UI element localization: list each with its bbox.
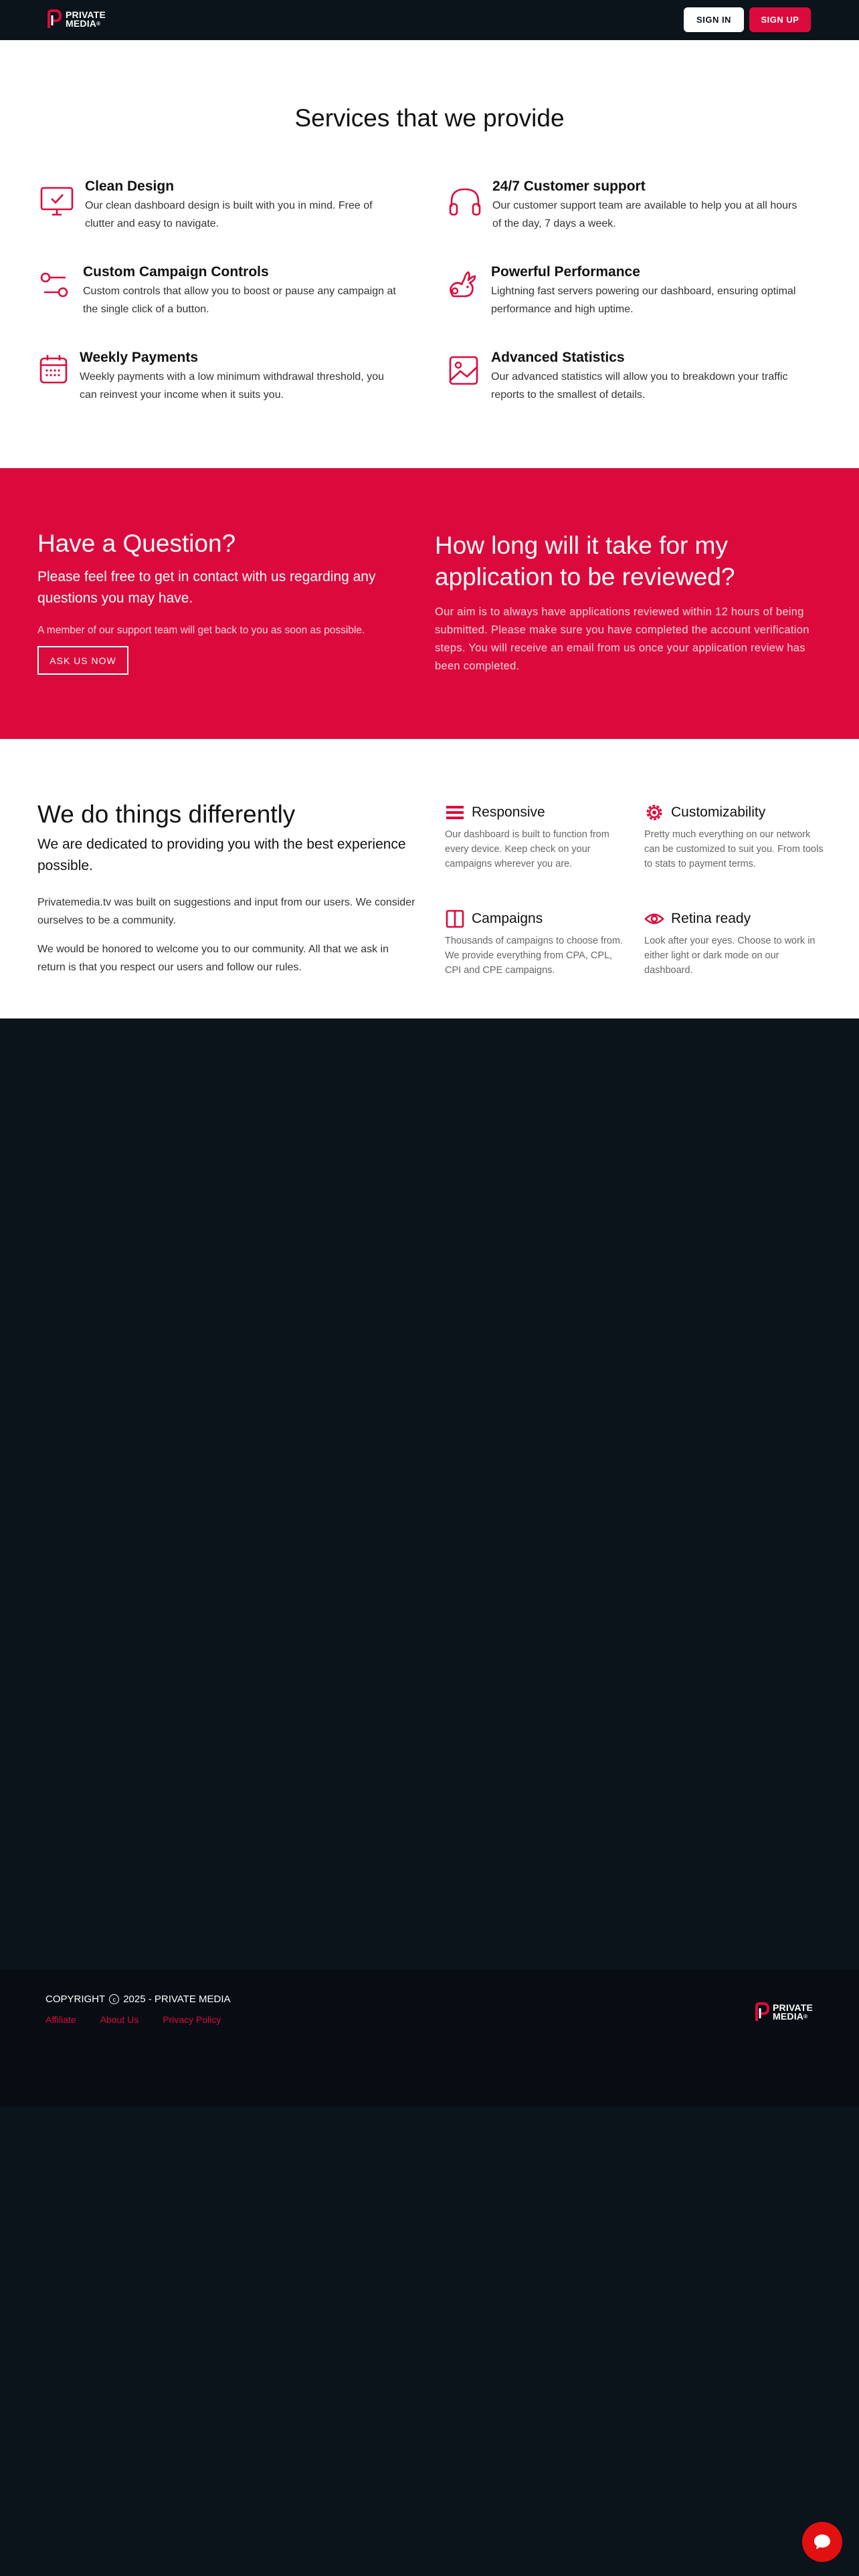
toggle-controls-icon [37,268,74,304]
service-campaign-controls [37,264,399,318]
copyright-suffix: 2025 - PRIVATE MEDIA [123,1994,231,2005]
image-icon [447,354,483,390]
service-desc: Custom controls that allow you to boost or pause any campaign at the single click of a button. [83,286,396,315]
logo-line2: MEDIA [66,18,97,29]
calendar-icon [37,352,74,389]
service-clean-design [37,179,399,232]
copyright [45,1994,231,2005]
copyright-prefix: COPYRIGHT [45,1994,106,2005]
feature-retina-ready [644,907,832,978]
feature-campaigns [445,907,632,978]
footer-link-about-us[interactable]: About Us [100,2014,139,2025]
contact-section [0,468,859,739]
service-desc: Our advanced statistics will allow you to breakdown your traffic reports to the smallest of details. [491,371,788,401]
feature-title: Responsive [472,804,545,820]
footer-logo-line1: PRIVATE [773,2002,813,2013]
signin-button[interactable]: SIGN IN [684,7,744,32]
service-desc: Our clean dashboard design is built with you in mind. Free of clutter and easy to navigate. [85,200,373,229]
feature-title: Customizability [671,804,766,820]
logo[interactable] [47,9,106,29]
footer-logo-reg: ® [803,2014,808,2020]
footer-link-privacy-policy[interactable]: Privacy Policy [163,2014,221,2025]
feature-desc: Thousands of campaigns to choose from. We provide everything from CPA, CPL, CPI and CPE campaigns. [445,936,623,976]
service-title: Advanced Statistics [491,350,625,365]
service-title: Clean Design [85,179,175,194]
service-title: Custom Campaign Controls [83,264,269,280]
feature-desc: Our dashboard is built to function from every device. Keep check on your campaigns wherever you are. [445,829,609,869]
chat-bubble-icon [812,2532,832,2552]
feature-desc: Look after your eyes. Choose to work in either light or dark mode on our dashboard. [644,936,816,976]
different-paragraph-1: Privatemedia.tv was built on suggestions and input from our users. We consider ourselves to be a community. [37,897,415,926]
service-desc: Weekly payments with a low minimum withdrawal threshold, you can reinvest your income when it suits you. [80,371,384,401]
menu-lines-icon [445,802,465,823]
features-section [0,739,859,1018]
service-title: Weekly Payments [80,350,199,365]
service-title: Powerful Performance [491,264,640,280]
eye-icon [644,909,664,929]
gear-icon [644,802,664,823]
footer-logo-line2: MEDIA [773,2011,804,2022]
question-subtitle: Please feel free to get in contact with us regarding any questions you may have. [37,569,376,606]
different-paragraph-2: We would be honored to welcome you to our community. All that we ask in return is that you respect our users and follow our rules. [37,944,389,973]
footer-link-affiliate[interactable]: Affiliate [45,2014,76,2025]
feature-customizability [644,800,832,871]
logo-mark-icon [47,9,62,29]
services-section [0,40,859,468]
copyright-symbol: c [109,1994,119,2004]
service-customer-support [446,179,807,232]
logo-line1: PRIVATE [66,9,106,20]
service-title: 24/7 Customer support [492,179,646,194]
logo-reg: ® [96,21,101,27]
different-title: We do things differently [37,800,296,828]
question-title: Have a Question? [37,530,236,557]
ask-us-now-button[interactable]: ASK US NOW [37,646,128,675]
feature-responsive [445,800,632,871]
rabbit-icon [446,268,482,304]
service-performance [446,264,807,318]
headphones-icon [447,184,483,220]
review-body: Our aim is to always have applications reviewed within 12 hours of being submitted. Please make sure you have completed the account verification steps. You will receive an email from us once your application review has been completed. [435,606,809,672]
footer-links [45,2014,221,2025]
monitor-check-icon [39,184,75,220]
feature-title: Campaigns [472,911,543,926]
services-title: Services that we provide [294,104,565,132]
chat-widget-button[interactable] [802,2522,842,2562]
feature-title: Retina ready [671,911,751,926]
signup-button[interactable]: SIGN UP [749,7,811,32]
question-note: A member of our support team will get back to you as soon as possible. [37,625,365,636]
feature-desc: Pretty much everything on our network can be customized to suit you. From tools to stats to payment terms. [644,829,824,869]
service-advanced-statistics [446,350,807,403]
top-navbar [0,0,859,40]
service-desc: Our customer support team are available to help you at all hours of the day, 7 days a week. [492,200,797,229]
service-weekly-payments [37,350,399,403]
columns-icon [445,909,465,929]
service-desc: Lightning fast servers powering our dashboard, ensuring optimal performance and high uptime. [491,286,796,315]
footer [0,1969,859,2107]
logo-mark-icon [755,2002,769,2022]
review-title: How long will it take for my application to be reviewed? [435,532,735,591]
different-subtitle: We are dedicated to providing you with the best experience possible. [37,837,406,873]
footer-logo[interactable] [755,2002,813,2022]
